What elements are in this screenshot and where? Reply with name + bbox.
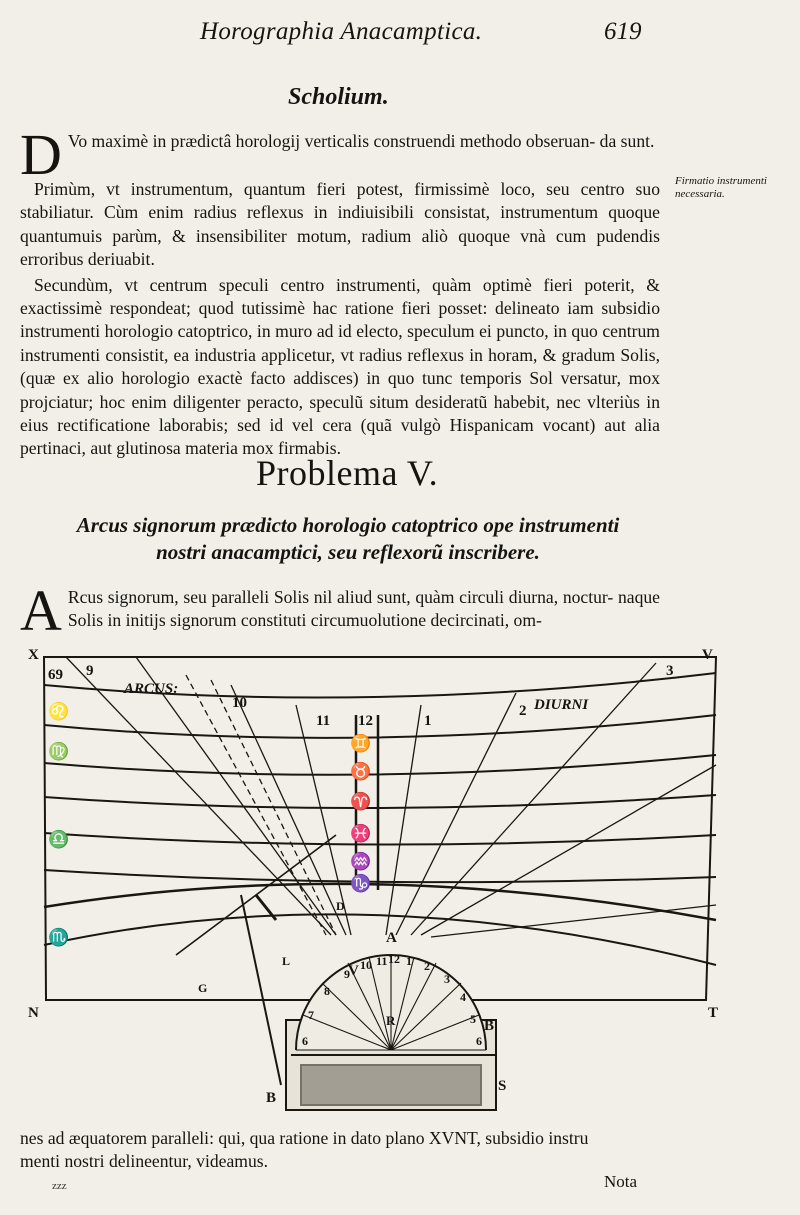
top-number-11: 11: [316, 713, 331, 729]
sign-glyph-aquarius: ♒: [350, 852, 372, 871]
scholium-first-line-end: da sunt.: [599, 131, 655, 151]
scholium-paragraph-2: Secundùm, vt centrum speculi centro instrumenti, quàm optimè fieri poterit, & exactissimè respondeat; quod tutissimè hac ratione fieri posset: delineato iam subsidio instrumenti horologio catoptrico, in muro ad id electo, speculum ei puncto, in quo centrum instrumenti consistit, ea industria applicetur, vt radius reflexus in horam, & gradum Solis, (quæ ex alio horologio exactè facto addisces) in quo tunc temporis Sol versatur, mox projciatur; hoc enim diligenter peracto, speculũ situm desideratũ habebit, nec vlteriùs in eius rectificatione laborabis; sed id vel cera (quã vulgò Hispanicam vocant) aut alia pertinaci, aut glutinosa materia mox firmabis.: [20, 274, 660, 459]
hour-line-9: [66, 657, 331, 935]
dial-number-11: 11: [376, 954, 388, 968]
hour-line-2: [396, 693, 516, 935]
label-n: N: [28, 1005, 39, 1021]
top-number-1: 1: [424, 713, 432, 729]
left-sign-virgo: ♍: [48, 742, 70, 761]
signature-mark: zzz: [52, 1180, 67, 1192]
closing-text: [20, 1127, 660, 1173]
dial-number-2: 2: [424, 959, 430, 973]
dial-number-8: 8: [324, 984, 330, 998]
sign-glyph-capricorn: ♑: [350, 874, 372, 893]
left-sign-scorpio: ♏: [48, 928, 70, 947]
dial-number-7: 7: [308, 1008, 314, 1022]
problem-title: Problema V.: [256, 453, 439, 493]
problem-paragraph: [20, 578, 660, 643]
dial-number-4: 4: [460, 990, 466, 1004]
hour-line-1: [386, 705, 421, 935]
margin-note: Firmatio instrumenti necessaria.: [675, 175, 767, 200]
dial-number-6a: 6: [302, 1034, 308, 1048]
scholium-first-paragraph: [20, 122, 660, 187]
top-number-10: 10: [232, 695, 247, 711]
page-number: 619: [604, 18, 642, 45]
label-69: 69: [48, 667, 63, 683]
sign-arc-4: [44, 795, 716, 808]
sign-arc-3: [44, 755, 716, 775]
scholium-first-line: Vo maximè in prædictâ horologij verticalis construendi methodo obseruan-: [67, 131, 596, 151]
dial-number-1: 1: [406, 954, 412, 968]
label-v-top: V: [702, 647, 713, 663]
problem-statement-line-1: Arcus signorum prædicto horologio catoptrico ope instrumenti: [76, 513, 620, 537]
dial-number-9: 9: [344, 967, 350, 981]
section-title: Scholium.: [288, 84, 389, 110]
closing-line-2: menti nostri delineentur, videamus.: [20, 1151, 268, 1171]
sign-glyph-pisces: ♓: [350, 824, 372, 843]
problem-body: [20, 578, 660, 643]
sign-glyph-gemini: ♊: [350, 734, 372, 753]
label-r: R: [386, 1013, 396, 1028]
problem-statement-line-2: nostri anacamptici, seu reflexorũ inscribere.: [156, 540, 540, 564]
sign-arc-6: [44, 870, 716, 882]
top-number-3: 3: [666, 663, 674, 679]
mirror-stand: [241, 895, 281, 1085]
running-head: Horographia Anacamptica.: [200, 18, 483, 45]
label-b-right: B: [484, 1018, 495, 1034]
sign-arc-2: [44, 715, 716, 738]
label-b-left: B: [266, 1090, 277, 1106]
label-diurni: DIURNI: [534, 697, 589, 713]
label-arcus: ARCUS:: [124, 681, 179, 697]
top-number-12: 12: [358, 713, 373, 729]
closing-line-1: nes ad æquatorem paralleli: qui, qua ratione in dato plano XVNT, subsidio instru: [20, 1128, 589, 1148]
scholium-paragraph-1: Primùm, vt instrumentum, quantum fieri potest, firmissimè loco, seu centro suo stabiliatur. Cùm enim radius reflexus in indiuisibili consistat, instrumentum quoque quantumuis parùm, & insensibiliter motum, radium aliò quoque vnà cum pudendis erroribus deriuabit.: [20, 179, 660, 270]
label-l: L: [282, 954, 291, 968]
label-g: G: [198, 981, 208, 995]
sundial-diagram: [26, 645, 726, 1130]
dial-number-10: 10: [360, 958, 372, 972]
label-s: S: [498, 1078, 507, 1094]
problem-line-2: naque Solis in initijs signorum constituti circumuolutione decircinati, om-: [67, 587, 660, 631]
label-t: T: [708, 1005, 719, 1021]
problem-statement: [38, 512, 658, 566]
top-number-2: 2: [519, 703, 527, 719]
problem-dropcap: A: [20, 578, 62, 643]
sign-glyph-taurus: ♉: [350, 762, 372, 781]
top-number-9: 9: [86, 663, 94, 679]
dial-number-12: 12: [388, 952, 400, 966]
left-sign-leo: ♌: [48, 702, 70, 721]
left-sign-libra: ♎: [48, 830, 70, 849]
dial-number-3: 3: [444, 972, 450, 986]
catchword: Nota: [604, 1172, 638, 1191]
instrument-hatching: [301, 1065, 481, 1105]
sign-glyph-aries: ♈: [350, 792, 372, 811]
scholium-dropcap: D: [20, 122, 62, 187]
problem-line-1: Rcus signorum, seu paralleli Solis nil aliud sunt, quàm circuli diurna, noctur-: [67, 587, 614, 607]
label-x: X: [28, 647, 39, 663]
label-d: D: [336, 899, 345, 913]
label-a: A: [386, 930, 397, 946]
dial-number-6b: 6: [476, 1034, 482, 1048]
dial-number-5: 5: [470, 1012, 476, 1026]
sign-arc-5: [44, 833, 716, 845]
label-v-mid: V: [348, 963, 359, 979]
scholium-body: [20, 122, 660, 461]
